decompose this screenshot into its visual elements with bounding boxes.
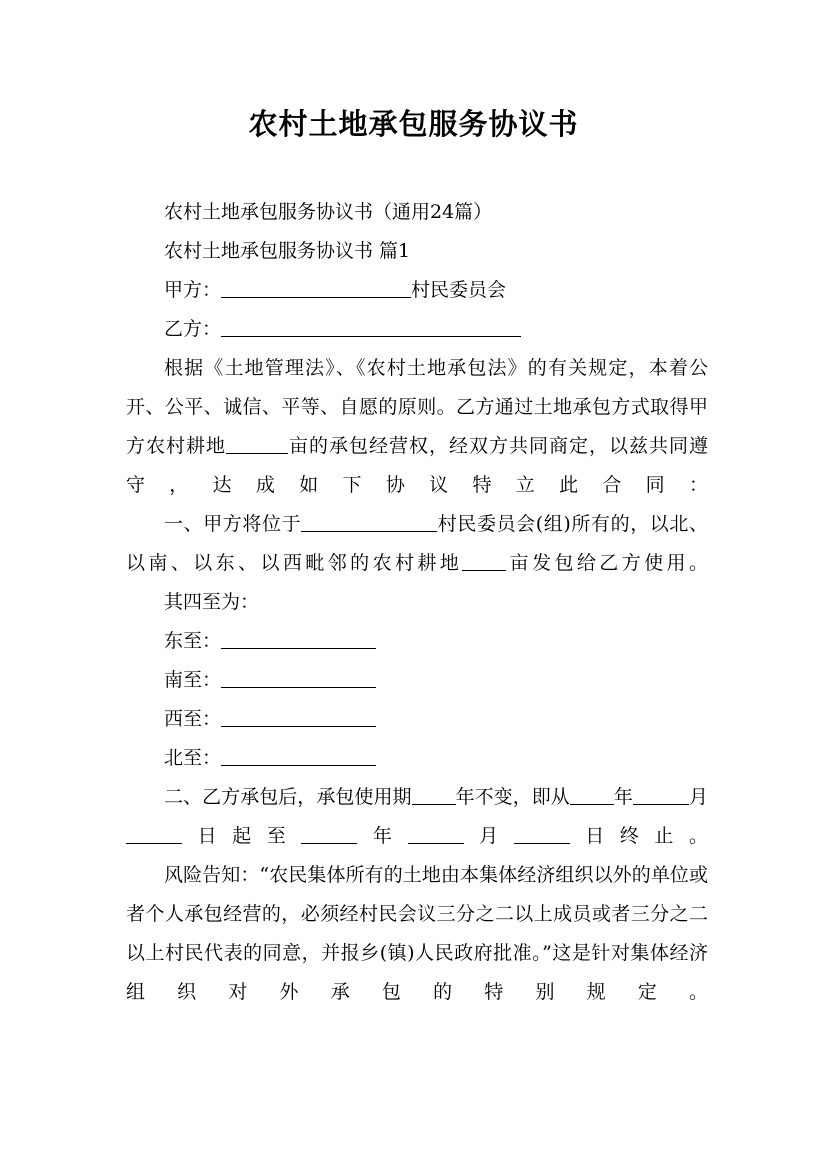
- end-day-blank: [514, 824, 570, 844]
- boundary-north-label: 北至：: [164, 747, 222, 769]
- boundary-east-label: 东至：: [164, 630, 222, 652]
- clause-2-text-7: 月: [463, 825, 514, 847]
- clause-1-text-2: 村民委员会(组)所有的，以北、以南、以东、以西毗邻的农村耕地: [126, 513, 708, 574]
- clause-2-text-8: 日终止。: [569, 825, 708, 847]
- start-day-blank: [126, 824, 182, 844]
- party-a-line: [126, 271, 708, 310]
- clause-2-text-4: 月: [688, 786, 708, 808]
- clause-1-paragraph: [126, 505, 708, 583]
- clause-2-paragraph: [126, 778, 708, 856]
- clause-2-text-2: 年不变，即从: [455, 786, 570, 808]
- end-year-blank: [301, 824, 357, 844]
- area-blank: [226, 434, 288, 454]
- party-b-label: 乙方：: [164, 318, 222, 340]
- boundary-north-blank: [221, 746, 376, 766]
- clause-2-text-1: 二、乙方承包后，承包使用期: [164, 786, 412, 808]
- boundary-east-blank: [221, 629, 376, 649]
- clause-2-text-5: 日起至: [182, 825, 302, 847]
- document-title: 农村土地承包服务协议书: [248, 107, 579, 141]
- boundary-south-blank: [221, 668, 376, 688]
- clause-2-text-6: 年: [357, 825, 408, 847]
- boundary-north: [126, 739, 708, 778]
- basis-paragraph: [126, 349, 708, 505]
- document-body: [126, 193, 708, 1012]
- boundary-west-blank: [221, 707, 376, 727]
- party-b-line: [126, 310, 708, 349]
- start-year-blank: [570, 785, 614, 805]
- location-blank: [301, 512, 437, 532]
- clause-1-text-1: 一、甲方将位于: [164, 513, 302, 535]
- clause-1-area-blank: [462, 551, 506, 571]
- risk-notice: 风险告知：“农民集体所有的土地由本集体经济组织以外的单位或者个人承包经营的，必须经村民会议三分之二以上成员或者三分之二以上村民代表的同意，并报乡(镇)人民政府批准。”这是针对集体经济组织对外承包的特别规定。: [126, 864, 708, 1003]
- subtitle: 农村土地承包服务协议书（通用24篇）: [164, 201, 493, 223]
- end-month-blank: [408, 824, 464, 844]
- boundary-south-label: 南至：: [164, 669, 222, 691]
- clause-1-text-3: 亩发包给乙方使用。: [506, 552, 708, 574]
- boundary-south: [126, 661, 708, 700]
- clause-2-text-3: 年: [613, 786, 633, 808]
- boundary-west-label: 西至：: [164, 708, 222, 730]
- start-month-blank: [633, 785, 689, 805]
- party-a-suffix: 村民委员会: [411, 279, 507, 301]
- boundary-west: [126, 700, 708, 739]
- basis-text-2: 亩的承包经营权，经双方共同商定，以兹共同遵守，达成如下协议特立此合同：: [126, 435, 708, 496]
- party-b-blank: [221, 317, 521, 337]
- party-a-blank: [221, 278, 411, 298]
- boundaries-intro: 其四至为：: [164, 591, 260, 613]
- term-years-blank: [412, 785, 456, 805]
- section-heading: 农村土地承包服务协议书 篇1: [164, 240, 411, 262]
- boundary-east: [126, 622, 708, 661]
- party-a-label: 甲方：: [164, 279, 222, 301]
- basis-text-1: 根据《土地管理法》、《农村土地承包法》的有关规定，本着公开、公平、诚信、平等、自愿的原则。乙方通过土地承包方式取得甲方农村耕地: [126, 357, 708, 457]
